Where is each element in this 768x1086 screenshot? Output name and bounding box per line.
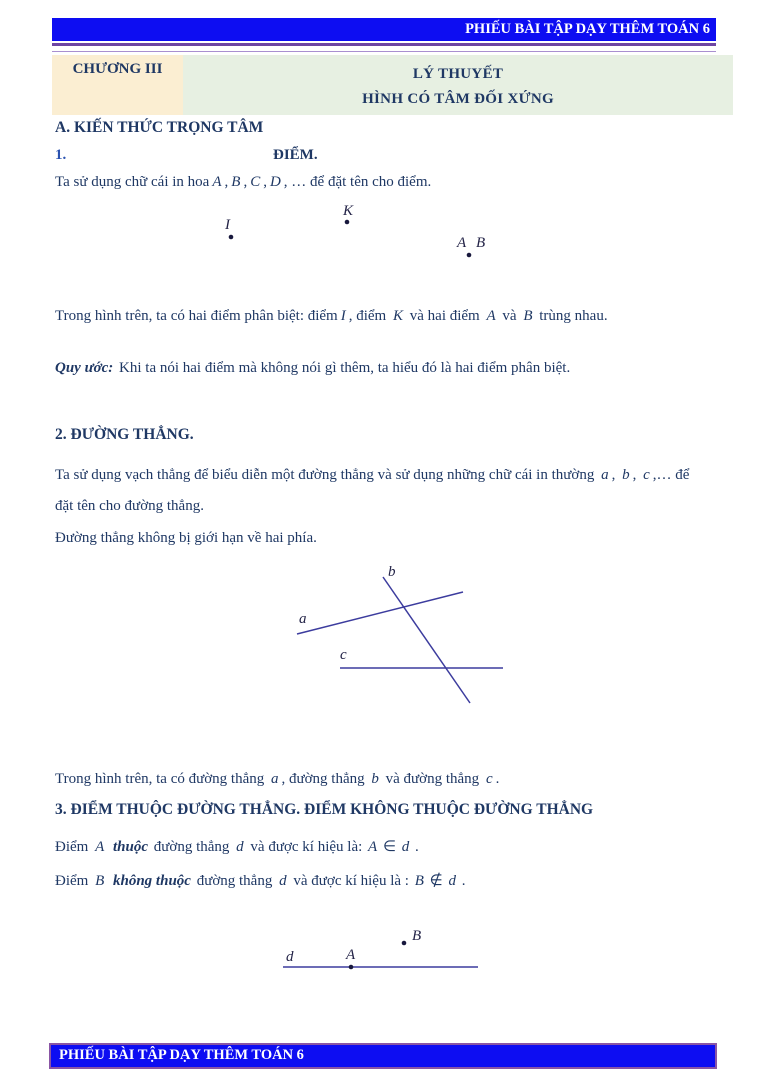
- section-2-p2: Đường thẳng không bị giới hạn về hai phía.: [55, 530, 317, 546]
- text-segment: Trong hình trên, ta có đường thẳng: [55, 771, 265, 787]
- var-C: C: [250, 174, 261, 190]
- text-segment: đường thẳng: [153, 839, 230, 855]
- text-segment: , …: [283, 174, 307, 190]
- section-3-heading: 3. ĐIỂM THUỘC ĐƯỜNG THẲNG. ĐIỂM KHÔNG THUỘC ĐƯỜNG THẲNG: [55, 801, 594, 818]
- var-a: a: [271, 771, 279, 787]
- figure-points: [150, 198, 550, 268]
- section-1-title: ĐIỂM.: [273, 147, 318, 163]
- header-divider: [52, 43, 716, 52]
- text-segment: , đường thẳng: [281, 771, 365, 787]
- var-B: B: [523, 308, 533, 324]
- point-K-label: K: [343, 203, 354, 219]
- text-segment: Ta sử dụng vạch thẳng để biểu diễn một đường thẳng và sử dụng những chữ cái in thường: [55, 467, 595, 483]
- var-c: c: [485, 771, 493, 787]
- text-segment: .: [461, 873, 466, 889]
- formula-var: d: [448, 873, 456, 889]
- point-B-label: B: [476, 235, 486, 251]
- var-a: a: [601, 467, 609, 483]
- var-b: b: [622, 467, 630, 483]
- section-1-number: 1.: [55, 147, 67, 163]
- formula-var: B: [414, 873, 424, 889]
- point-A-dot: [349, 965, 354, 970]
- section-2-p1-line2: đặt tên cho đường thẳng.: [55, 498, 204, 514]
- chapter-title: [183, 55, 733, 115]
- text-segment: và: [502, 308, 517, 324]
- point-K-dot: [345, 220, 350, 225]
- line-d-drawing: [275, 925, 490, 980]
- var-A: A: [95, 839, 105, 855]
- text-segment: ,: [611, 467, 616, 483]
- text-segment: trùng nhau.: [539, 308, 608, 324]
- lines-drawing: [270, 558, 520, 708]
- point-B-dot: [402, 941, 407, 946]
- section-1-convention: [55, 358, 570, 378]
- var-I: I: [340, 308, 346, 324]
- text-segment: và hai điểm: [409, 308, 480, 324]
- point-A-label: A: [346, 947, 356, 963]
- text-segment: Trong hình trên, ta có hai điểm phân biệt: điểm: [55, 308, 338, 324]
- var-A: A: [212, 174, 222, 190]
- footer-banner: [49, 1043, 717, 1069]
- var-d: d: [236, 839, 244, 855]
- text-segment: .: [495, 771, 500, 787]
- figure-lines: [270, 558, 520, 708]
- text-segment: Ta sử dụng chữ cái in hoa: [55, 174, 210, 190]
- section-2-p1-line1: [55, 465, 689, 485]
- text-segment: để đặt tên cho điểm.: [310, 174, 432, 190]
- header-title: PHIẾU BÀI TẬP DẠY THÊM TOÁN 6: [465, 21, 710, 37]
- text-segment: Điểm: [55, 839, 89, 855]
- text-segment: Khi ta nói hai điểm mà không nói gì thêm, ta hiểu đó là hai điểm phân biệt.: [115, 360, 571, 376]
- section-3-p2: [55, 871, 465, 891]
- text-segment: để: [675, 467, 690, 483]
- section-1-title-row: [55, 145, 318, 165]
- section-1-intro: [55, 172, 431, 192]
- figure-line-d: [275, 925, 490, 980]
- chapter-box: [52, 55, 733, 115]
- point-I-label: I: [225, 217, 230, 233]
- text-segment: và đường thẳng: [385, 771, 480, 787]
- chapter-label: CHƯƠNG III: [52, 55, 183, 115]
- text-segment: Điểm: [55, 873, 89, 889]
- emph-thuoc: thuộc: [113, 839, 149, 855]
- var-c: c: [643, 467, 650, 483]
- point-AB-dot: [467, 253, 472, 258]
- section-2-heading: 2. ĐƯỜNG THẲNG.: [55, 426, 194, 443]
- var-B: B: [231, 174, 241, 190]
- line-a-label: a: [299, 611, 307, 627]
- var-B: B: [95, 873, 105, 889]
- var-d: d: [279, 873, 287, 889]
- element-of-symbol: ∈: [379, 839, 400, 855]
- chapter-title-line2: HÌNH CÓ TÂM ĐỐI XỨNG: [362, 91, 554, 107]
- var-D: D: [269, 174, 281, 190]
- text-segment: ,: [224, 174, 229, 190]
- text-segment: ,: [243, 174, 248, 190]
- var-b: b: [371, 771, 379, 787]
- point-B-label: B: [412, 928, 422, 944]
- not-element-of-symbol: ∉: [425, 873, 447, 889]
- convention-label: Quy ước:: [55, 360, 114, 376]
- text-segment: .: [415, 839, 419, 855]
- text-segment: ,…: [652, 467, 672, 483]
- section-a-heading: A. KIẾN THỨC TRỌNG TÂM: [55, 119, 264, 136]
- point-I-dot: [229, 235, 234, 240]
- text-segment: và được kí hiệu là :: [293, 873, 409, 889]
- footer-title: PHIẾU BÀI TẬP DẠY THÊM TOÁN 6: [59, 1047, 304, 1063]
- text-segment: ,: [632, 467, 637, 483]
- emph-khong-thuoc: không thuộc: [113, 873, 191, 889]
- section-1-observation: [55, 306, 608, 326]
- text-segment: đường thẳng: [196, 873, 273, 889]
- formula-var: A: [368, 839, 378, 855]
- formula-var: d: [401, 839, 410, 855]
- line-b-label: b: [388, 564, 396, 580]
- var-A: A: [486, 308, 496, 324]
- var-K: K: [392, 308, 403, 324]
- line-c-label: c: [340, 647, 347, 663]
- chapter-title-line1: LÝ THUYẾT: [412, 66, 504, 82]
- line-b: [383, 577, 470, 703]
- line-d-label: d: [286, 949, 294, 965]
- text-segment: và được kí hiệu là:: [250, 839, 363, 855]
- text-segment: ,: [263, 174, 267, 190]
- point-A-label: A: [457, 235, 467, 251]
- section-2-observation: [55, 769, 499, 789]
- line-a: [297, 592, 463, 634]
- text-segment: , điểm: [348, 308, 387, 324]
- section-3-p1: [55, 837, 419, 857]
- header-banner: [52, 18, 716, 41]
